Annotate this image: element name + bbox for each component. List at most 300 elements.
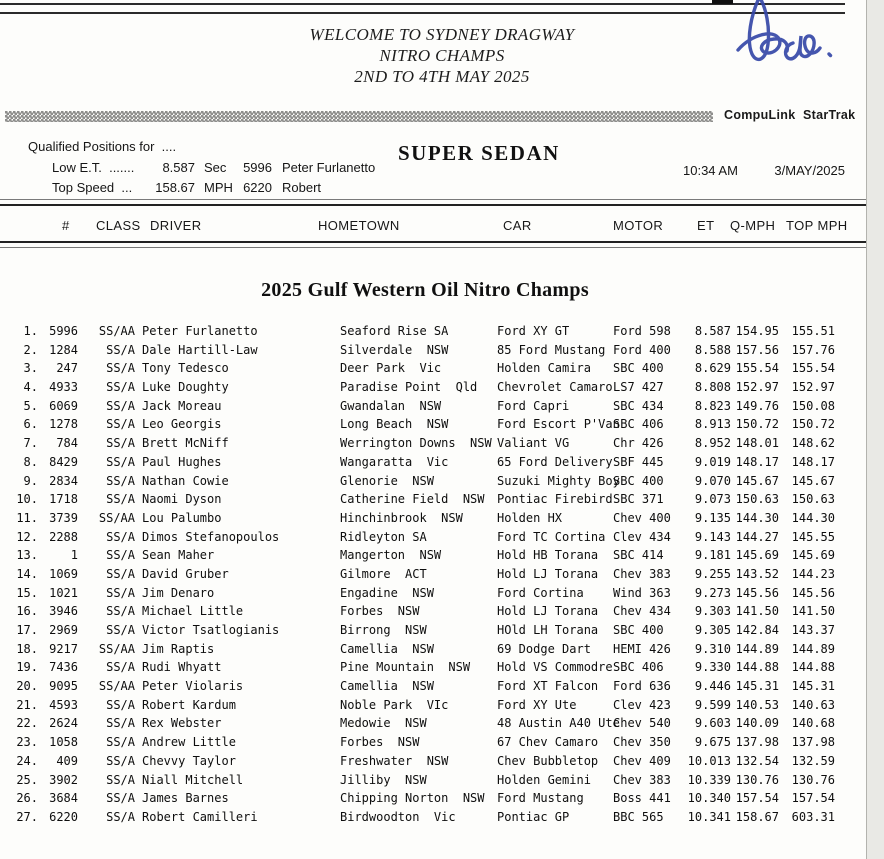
cell-top: 130.76 [791,772,835,787]
cell-hometown: Birrong NSW [340,623,427,637]
cell-hometown: Wangaratta Vic [340,454,449,469]
dither-separator-band [5,111,713,122]
cell-car: Hold LJ Torana [497,604,599,619]
cell-qmph: 140.09 [735,716,779,731]
cell-et: 9.073 [694,492,731,507]
cell-qmph: 150.63 [735,492,779,507]
cell-num: 247 [56,361,78,376]
cell-driver: Nathan Cowie [142,473,229,488]
cell-num: 4593 [49,697,78,712]
print-date: 3/MAY/2025 [774,163,845,178]
cell-pos: 16. [16,604,38,619]
cell-top: 155.51 [791,324,835,338]
cell-motor: BBC 565 [613,809,664,824]
welcome-line-2: NITRO CHAMPS [379,46,505,65]
cell-top: 143.37 [791,623,835,637]
time-date [683,163,845,178]
cell-qmph: 150.72 [735,417,779,432]
header-bottom-rule [0,241,866,248]
table-row [0,324,866,343]
cell-et: 9.446 [694,679,731,694]
table-row [0,474,866,493]
cell-cls: SS/A [106,660,135,675]
top-speed-driver: Robert [282,180,322,195]
cell-hometown: Mangerton NSW [340,548,442,563]
cell-car: Ford XY Ute [497,697,577,712]
cell-top: 150.72 [791,417,835,432]
cell-hometown: Deer Park Vic [340,361,442,376]
cell-pos: 8. [23,454,38,469]
cell-top: 141.50 [791,604,835,619]
cell-motor: HEMI 426 [613,641,671,656]
cell-hometown: Werrington Downs NSW [340,436,492,451]
table-row [0,791,866,810]
cell-motor: Chev 434 [613,604,671,619]
cell-et: 9.181 [694,548,731,563]
cell-motor: LS7 427 [613,380,664,395]
cell-driver: Naomi Dyson [142,492,222,507]
cell-driver: Peter Violaris [142,679,244,694]
cell-cls: SS/AA [98,510,135,525]
cell-qmph: 144.88 [735,660,779,675]
cell-num: 7436 [49,660,78,675]
cell-driver: James Barnes [142,791,229,806]
cell-qmph: 145.31 [735,679,779,694]
cell-pos: 11. [16,510,38,525]
cell-hometown: Camellia NSW [340,679,434,694]
table-row [0,436,866,455]
cell-motor: SBF 445 [613,454,664,469]
cell-num: 6069 [49,398,78,413]
cell-car: Holden Gemini [497,772,591,787]
low-et-label: Low E.T. ....... [52,160,135,175]
cell-hometown: Birdwoodton Vic [340,809,456,824]
cell-pos: 5. [23,398,38,413]
cell-car: Ford Cortina [497,585,584,600]
cell-et: 8.823 [694,398,731,413]
cell-cls: SS/A [106,566,135,581]
cell-top: 150.08 [791,398,835,413]
cell-hometown: Jilliby NSW [340,772,427,787]
cell-car: 69 Dodge Dart [497,641,591,656]
cell-motor: Wind 363 [613,585,671,600]
cell-hometown: Camellia NSW [340,641,434,656]
cell-qmph: 157.54 [735,791,779,806]
cell-pos: 22. [16,716,38,731]
cell-car: 48 Austin A40 Ute [497,716,620,731]
cell-qmph: 132.54 [735,753,779,768]
cell-car: Pontiac Firebird [497,492,613,507]
cell-motor: SBC 406 [613,417,664,432]
cell-pos: 6. [23,417,38,432]
cell-pos: 2. [23,342,38,357]
table-row [0,754,866,773]
cell-qmph: 149.76 [735,398,779,413]
cell-qmph: 145.67 [735,473,779,488]
cell-qmph: 155.54 [735,361,779,376]
cell-motor: SBC 400 [613,361,664,376]
cell-cls: SS/A [106,735,135,750]
cell-car: Ford Escort P'Van [497,417,620,432]
cell-et: 9.255 [694,566,731,581]
cell-cls: SS/A [106,604,135,619]
cell-cls: SS/A [106,623,135,637]
results-table-body [0,324,866,829]
cell-top: 137.98 [791,735,835,750]
table-row [0,716,866,735]
cell-top: 150.63 [791,492,835,507]
cell-pos: 15. [16,585,38,600]
cell-car: Hold LJ Torana [497,566,599,581]
cell-num: 8429 [49,454,78,469]
table-row [0,735,866,754]
cell-motor: Ford 636 [613,679,671,694]
cell-cls: SS/A [106,492,135,507]
table-row [0,810,866,829]
welcome-line-3: 2ND TO 4TH MAY 2025 [354,67,530,86]
cell-hometown: Pine Mountain NSW [340,660,471,675]
cell-cls: SS/A [106,436,135,451]
cell-qmph: 148.17 [735,454,779,469]
cell-qmph: 154.95 [735,324,779,338]
cell-num: 3684 [49,791,78,806]
column-header-motor: MOTOR [613,218,664,233]
cell-qmph: 141.50 [735,604,779,619]
cell-hometown: Silverdale NSW [340,342,449,357]
cell-cls: SS/A [106,361,135,376]
cell-hometown: Chipping Norton NSW [340,791,485,806]
cell-driver: Leo Georgis [142,417,222,432]
cell-et: 9.273 [694,585,731,600]
cell-et: 10.013 [687,753,731,768]
cell-driver: David Gruber [142,566,229,581]
cell-car: Ford XY GT [497,324,570,338]
cell-driver: Andrew Little [142,735,236,750]
cell-hometown: Seaford Rise SA [340,324,449,338]
table-row [0,623,866,642]
cell-pos: 19. [16,660,38,675]
cell-cls: SS/A [106,342,135,357]
cell-top: 145.69 [791,548,835,563]
cell-num: 1058 [49,735,78,750]
cell-num: 2834 [49,473,78,488]
cell-num: 409 [56,753,78,768]
cell-top: 144.23 [791,566,835,581]
cell-et: 9.675 [694,735,731,750]
cell-hometown: Glenorie NSW [340,473,434,488]
cell-motor: SBC 406 [613,660,664,675]
low-et-unit: Sec [204,160,227,175]
cell-top: 145.55 [791,529,835,544]
cell-motor: Chev 400 [613,510,671,525]
cell-top: 140.68 [791,716,835,731]
column-header-topmph: TOP MPH [786,218,848,233]
cell-top: 157.54 [791,791,835,806]
cell-driver: Brett McNiff [142,436,229,451]
cell-hometown: Gilmore ACT [340,566,427,581]
cell-top: 603.31 [791,809,835,824]
cell-et: 9.599 [694,697,731,712]
table-row [0,399,866,418]
cell-cls: SS/A [106,473,135,488]
low-et-value: 8.587 [162,160,195,175]
cell-et: 8.587 [694,324,731,338]
cell-cls: SS/A [106,809,135,824]
cell-num: 1 [70,548,78,563]
cell-et: 8.913 [694,417,731,432]
table-row [0,548,866,567]
cell-driver: Dimos Stefanopoulos [142,529,280,544]
cell-cls: SS/A [106,585,135,600]
cell-driver: Robert Camilleri [142,809,258,824]
cell-num: 4933 [49,380,78,395]
cell-motor: SBC 400 [613,473,664,488]
cell-motor: SBC 414 [613,548,664,563]
print-time: 10:34 AM [683,163,738,178]
cell-num: 5996 [49,324,78,338]
cell-et: 10.341 [687,809,731,824]
cell-num: 1718 [49,492,78,507]
column-header-qmph: Q-MPH [730,218,776,233]
qualified-positions-label: Qualified Positions for .... [28,139,177,154]
cell-car: Hold VS Commodre [497,660,613,675]
cell-pos: 18. [16,641,38,656]
table-row [0,660,866,679]
cell-top: 145.67 [791,473,835,488]
cell-driver: Jim Raptis [142,641,215,656]
cell-car: Ford XT Falcon [497,679,599,694]
cell-motor: Chev 383 [613,566,671,581]
cell-top: 148.17 [791,454,835,469]
cell-hometown: Ridleyton SA [340,529,427,544]
cell-motor: Chev 540 [613,716,671,731]
cell-pos: 1. [23,324,38,338]
cell-pos: 20. [16,679,38,694]
cell-driver: Peter Furlanetto [142,324,258,338]
cell-num: 784 [56,436,78,451]
cell-driver: Victor Tsatlogianis [142,623,280,637]
cell-num: 3946 [49,604,78,619]
cell-qmph: 144.27 [735,529,779,544]
cell-driver: Niall Mitchell [142,772,244,787]
cell-cls: SS/A [106,753,135,768]
cell-top: 144.30 [791,510,835,525]
cell-pos: 4. [23,380,38,395]
cell-hometown: Gwandalan NSW [340,398,442,413]
cell-motor: Chev 409 [613,753,671,768]
table-row [0,698,866,717]
cell-et: 9.310 [694,641,731,656]
cell-motor: Ford 400 [613,342,671,357]
cell-cls: SS/A [106,398,135,413]
top-speed-label: Top Speed ... [52,180,133,195]
cell-pos: 24. [16,753,38,768]
cell-car: Ford Mustang [497,791,584,806]
cell-pos: 21. [16,697,38,712]
cell-et: 8.629 [694,361,731,376]
cell-et: 9.070 [694,473,731,488]
cell-top: 148.62 [791,436,835,451]
cell-car: Chev Bubbletop [497,753,599,768]
cell-pos: 12. [16,529,38,544]
cell-driver: Michael Little [142,604,244,619]
cell-top: 155.54 [791,361,835,376]
cell-qmph: 145.56 [735,585,779,600]
cell-hometown: Forbes NSW [340,735,420,750]
cell-motor: SBC 400 [613,623,664,637]
cell-et: 9.303 [694,604,731,619]
cell-num: 1278 [49,417,78,432]
cell-motor: Chr 426 [613,436,664,451]
cell-top: 140.63 [791,697,835,712]
cell-hometown: Hinchinbrook NSW [340,510,463,525]
cell-num: 3739 [49,510,78,525]
cell-motor: Boss 441 [613,791,671,806]
cell-motor: Clev 434 [613,529,671,544]
cell-pos: 17. [16,623,38,637]
table-row [0,361,866,380]
top-speed-unit: MPH [204,180,233,195]
cell-motor: Ford 598 [613,324,671,338]
cell-cls: SS/A [106,380,135,395]
cell-cls: SS/A [106,697,135,712]
cell-hometown: Medowie NSW [340,716,427,731]
cell-et: 10.339 [687,772,731,787]
scan-page-edge [866,0,884,859]
cell-driver: Robert Kardum [142,697,236,712]
column-header-position: # [62,218,70,233]
cell-qmph: 158.67 [735,809,779,824]
cell-car: Chevrolet Camaro [497,380,613,395]
cell-car: Holden HX [497,510,563,525]
cell-pos: 10. [16,492,38,507]
cell-car: HOld LH Torana [497,623,599,637]
table-row [0,586,866,605]
cell-num: 3902 [49,772,78,787]
table-row [0,343,866,362]
column-header-et: ET [697,218,715,233]
top-speed-line [52,180,321,195]
cell-hometown: Noble Park VIc [340,697,449,712]
cell-et: 9.603 [694,716,731,731]
cell-car: Pontiac GP [497,809,570,824]
table-row [0,380,866,399]
cell-et: 8.952 [694,436,731,451]
cell-et: 9.305 [694,623,731,637]
category-title: SUPER SEDAN [398,141,560,165]
cell-et: 8.588 [694,342,731,357]
cell-hometown: Forbes NSW [340,604,420,619]
cell-pos: 26. [16,791,38,806]
cell-top: 144.88 [791,660,835,675]
cell-hometown: Freshwater NSW [340,753,449,768]
cell-cls: SS/A [106,791,135,806]
cell-cls: SS/A [106,454,135,469]
cell-car: Hold HB Torana [497,548,599,563]
cell-top: 145.56 [791,585,835,600]
top-speed-car-number: 6220 [243,180,272,195]
cell-pos: 9. [23,473,38,488]
cell-et: 10.340 [687,791,731,806]
cell-cls: SS/A [106,529,135,544]
header-top-rule [0,199,866,206]
cell-car: Holden Camira [497,361,591,376]
column-header-driver: DRIVER [150,218,202,233]
cell-driver: Rudi Whyatt [142,660,222,675]
column-header-hometown: HOMETOWN [318,218,400,233]
cell-motor: Chev 383 [613,772,671,787]
cell-qmph: 137.98 [735,735,779,750]
cell-car: 85 Ford Mustang [497,342,606,357]
cell-qmph: 144.30 [735,510,779,525]
cell-et: 9.330 [694,660,731,675]
cell-car: Valiant VG [497,436,570,451]
cell-motor: SBC 371 [613,492,664,507]
cell-cls: SS/A [106,548,135,563]
table-row [0,492,866,511]
welcome-line-1: WELCOME TO SYDNEY DRAGWAY [309,25,575,44]
low-et-driver: Peter Furlanetto [282,160,376,175]
table-row [0,511,866,530]
cell-pos: 3. [23,361,38,376]
cell-hometown: Engadine NSW [340,585,434,600]
cell-top: 145.31 [791,679,835,694]
low-et-car-number: 5996 [243,160,272,175]
cell-driver: Rex Webster [142,716,222,731]
cell-motor: SBC 434 [613,398,664,413]
cell-num: 9217 [49,641,78,656]
cell-driver: Tony Tedesco [142,361,229,376]
table-row [0,417,866,436]
low-et-line [52,160,375,175]
cell-num: 1284 [49,342,78,357]
table-row [0,773,866,792]
table-row [0,530,866,549]
cell-car: Ford TC Cortina [497,529,606,544]
cell-qmph: 130.76 [735,772,779,787]
cell-hometown: Catherine Field NSW [340,492,485,507]
cell-pos: 13. [16,548,38,563]
cell-cls: SS/A [106,772,135,787]
cell-pos: 25. [16,772,38,787]
column-header-class: CLASS [96,218,141,233]
cell-pos: 23. [16,735,38,750]
cell-pos: 14. [16,566,38,581]
cell-top: 132.59 [791,753,835,768]
table-row [0,679,866,698]
cell-pos: 27. [16,809,38,824]
top-speed-value: 158.67 [155,180,195,195]
cell-qmph: 144.89 [735,641,779,656]
event-title: 2025 Gulf Western Oil Nitro Champs [261,279,589,301]
cell-cls: SS/AA [98,641,135,656]
cell-driver: Paul Hughes [142,454,222,469]
cell-et: 9.143 [694,529,731,544]
cell-car: Ford Capri [497,398,570,413]
cell-num: 2969 [49,623,78,637]
cell-cls: SS/AA [98,324,135,338]
cell-hometown: Paradise Point Qld [340,380,478,395]
cell-car: 65 Ford Delivery [497,454,613,469]
cell-driver: Lou Palumbo [142,510,222,525]
cell-car: 67 Chev Camaro [497,735,599,750]
cell-qmph: 157.56 [735,342,779,357]
cell-hometown: Long Beach NSW [340,417,449,432]
cell-et: 9.019 [694,454,731,469]
cell-num: 6220 [49,809,78,824]
cell-qmph: 148.01 [735,436,779,451]
top-double-rule [0,3,845,14]
